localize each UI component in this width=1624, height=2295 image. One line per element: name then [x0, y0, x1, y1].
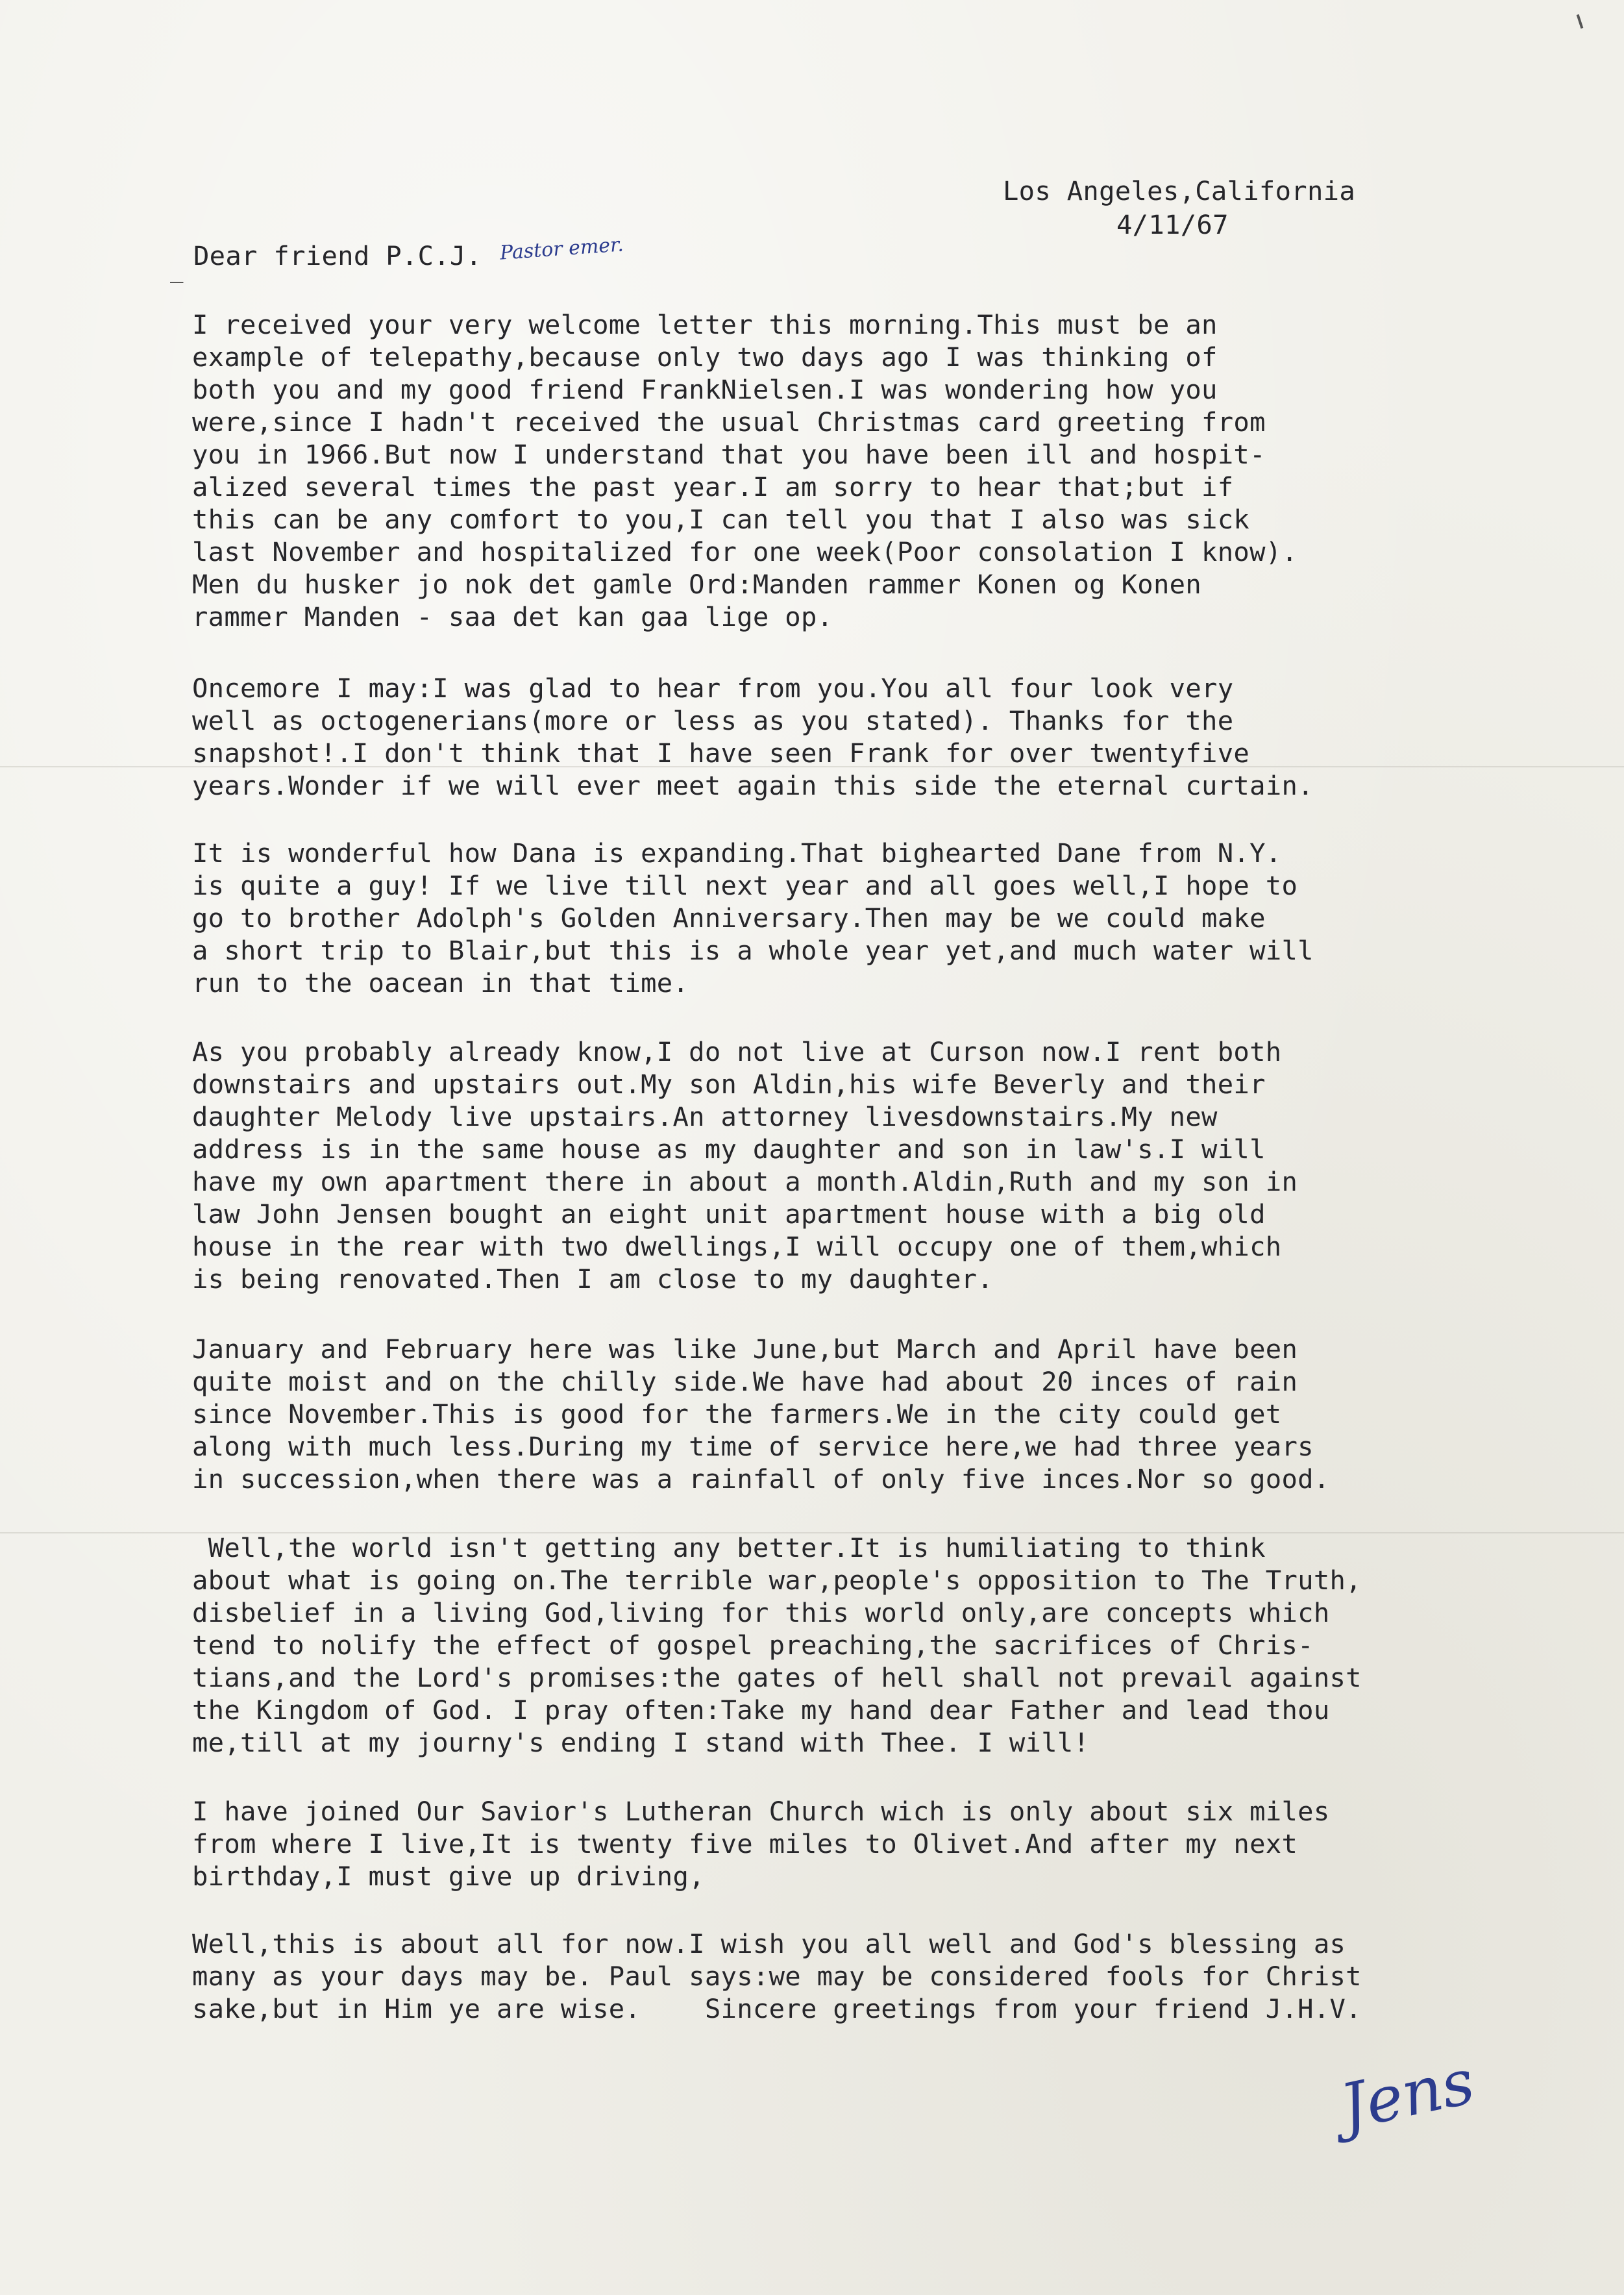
- letter-line: this can be any comfort to you,I can tell you that I also was sick: [192, 504, 1250, 535]
- letter-line: were,since I hadn't received the usual Christmas card greeting from: [192, 406, 1266, 438]
- letter-line: me,till at my journy's ending I stand with Thee. I will!: [192, 1727, 1090, 1758]
- letter-line: Oncemore I may:I was glad to hear from you.You all four look very: [192, 673, 1234, 704]
- letter-line: along with much less.During my time of service here,we had three years: [192, 1431, 1314, 1462]
- letter-line: snapshot!.I don't think that I have seen Frank for over twentyfive: [192, 738, 1250, 769]
- letter-line: I received your very welcome letter this morning.This must be an: [192, 309, 1218, 340]
- letter-line: many as your days may be. Paul says:we may be considered fools for Christ: [192, 1961, 1362, 1992]
- letter-line: go to brother Adolph's Golden Anniversary.Then may be we could make: [192, 902, 1266, 934]
- corner-mark: [1577, 14, 1584, 29]
- letter-place: Los Angeles,California: [1003, 175, 1356, 206]
- letter-line: As you probably already know,I do not live at Curson now.I rent both: [192, 1036, 1282, 1067]
- letter-line: well as octogenerians(more or less as you stated). Thanks for the: [192, 705, 1234, 736]
- letter-line: Well,the world isn't getting any better.It is humiliating to think: [192, 1532, 1266, 1563]
- letter-line: disbelief in a living God,living for this world only,are concepts which: [192, 1597, 1330, 1628]
- letter-line: Men du husker jo nok det gamle Ord:Manden rammer Konen og Konen: [192, 569, 1202, 600]
- letter-line: It is wonderful how Dana is expanding.That bighearted Dane from N.Y.: [192, 837, 1282, 869]
- letter-line: is being renovated.Then I am close to my daughter.: [192, 1263, 994, 1295]
- letter-line: example of telepathy,because only two days ago I was thinking of: [192, 341, 1218, 373]
- letter-line: I have joined Our Savior's Lutheran Church wich is only about six miles: [192, 1796, 1330, 1827]
- salutation: Dear friend P.C.J.: [193, 240, 482, 271]
- letter-line: about what is going on.The terrible war,people's opposition to The Truth,: [192, 1565, 1362, 1596]
- letter-line: you in 1966.But now I understand that you have been ill and hospit-: [192, 439, 1266, 470]
- handwritten-note: Pastor emer.: [499, 233, 624, 265]
- letter-line: since November.This is good for the farmers.We in the city could get: [192, 1398, 1282, 1430]
- letter-line: tians,and the Lord's promises:the gates of hell shall not prevail against: [192, 1662, 1362, 1693]
- letter-line: quite moist and on the chilly side.We have had about 20 inces of rain: [192, 1366, 1298, 1397]
- letter-line: in succession,when there was a rainfall of only five inces.Nor so good.: [192, 1463, 1330, 1495]
- margin-dash: _: [170, 258, 184, 284]
- letter-line: is quite a guy! If we live till next year and all goes well,I hope to: [192, 870, 1298, 901]
- letter-line: house in the rear with two dwellings,I will occupy one of them,which: [192, 1231, 1282, 1262]
- letter-line: address is in the same house as my daughter and son in law's.I will: [192, 1134, 1266, 1165]
- letter-line: Well,this is about all for now.I wish you all well and God's blessing as: [192, 1928, 1346, 1959]
- letter-line: sake,but in Him ye are wise. Sincere greetings from your friend J.H.V.: [192, 1993, 1362, 2024]
- letter-line: rammer Manden - saa det kan gaa lige op.: [192, 601, 833, 632]
- letter-line: law John Jensen bought an eight unit apartment house with a big old: [192, 1198, 1266, 1230]
- letter-line: both you and my good friend FrankNielsen.I was wondering how you: [192, 374, 1218, 405]
- letter-line: have my own apartment there in about a month.Aldin,Ruth and my son in: [192, 1166, 1298, 1197]
- handwritten-signature: Jens: [1334, 2044, 1481, 2144]
- letter-line: the Kingdom of God. I pray often:Take my hand dear Father and lead thou: [192, 1694, 1330, 1726]
- letter-line: run to the oacean in that time.: [192, 967, 689, 999]
- letter-line: daughter Melody live upstairs.An attorney livesdownstairs.My new: [192, 1101, 1218, 1132]
- letter-line: last November and hospitalized for one week(Poor consolation I know).: [192, 536, 1298, 567]
- letter-line: birthday,I must give up driving,: [192, 1861, 705, 1892]
- letter-date: 4/11/67: [1116, 209, 1229, 240]
- letter-line: a short trip to Blair,but this is a whole year yet,and much water will: [192, 935, 1314, 966]
- letter-line: January and February here was like June,but March and April have been: [192, 1334, 1298, 1365]
- letter-line: from where I live,It is twenty five miles to Olivet.And after my next: [192, 1828, 1298, 1859]
- letter-line: downstairs and upstairs out.My son Aldin,his wife Beverly and their: [192, 1069, 1266, 1100]
- letter-line: tend to nolify the effect of gospel preaching,the sacrifices of Chris-: [192, 1630, 1314, 1661]
- letter-line: alized several times the past year.I am sorry to hear that;but if: [192, 471, 1234, 502]
- letter-line: years.Wonder if we will ever meet again this side the eternal curtain.: [192, 770, 1314, 801]
